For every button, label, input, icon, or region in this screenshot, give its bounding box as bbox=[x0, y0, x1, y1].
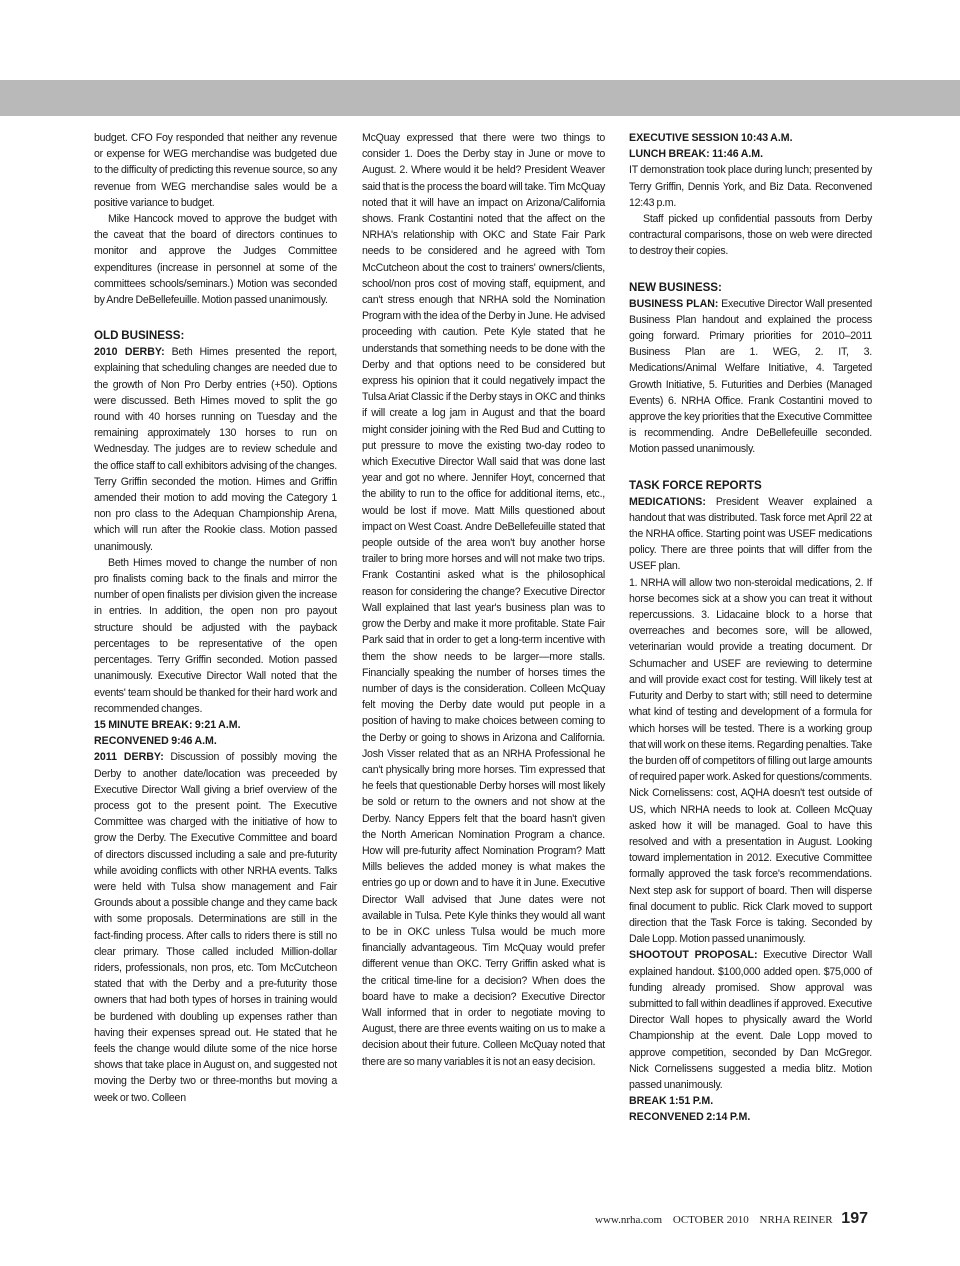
reconvened-time: RECONVENED 2:14 P.M. bbox=[629, 1111, 751, 1124]
paragraph bbox=[94, 344, 337, 555]
paragraph-text: President Weaver explained a handout that was distributed. Task force met April 22 at the NRHA office. Starting point was USEF medications policy. There are three points that will differ from the USEF plan. bbox=[629, 495, 872, 573]
paragraph bbox=[629, 494, 872, 575]
footer-website: www.nrha.com bbox=[595, 1214, 663, 1226]
paragraph: budget. CFO Foy responded that neither any revenue or expense for WEG merchandise was budgeted due to the difficulty of predicting this revenue source, so any revenue from WEG merchandise sales would be a positive variance to budget. bbox=[94, 132, 337, 209]
section-heading-task-force: TASK FORCE REPORTS bbox=[629, 478, 762, 492]
section-heading-new-business: NEW BUSINESS: bbox=[629, 280, 722, 294]
footer-publication: NRHA REINER bbox=[759, 1214, 833, 1226]
break-time: BREAK 1:51 P.M. bbox=[629, 1095, 714, 1108]
paragraph: Mike Hancock moved to approve the budget with the caveat that the board of directors continues to monitor and approve the Judges Committee expenditures (increase in personnel at some of the committees schools/seminars.) Motion was seconded by Andre DeBellefeuille. Motion passed unanimously. bbox=[94, 213, 337, 307]
paragraph: Beth Himes moved to change the number of non pro finalists coming back to the finals and mirror the number of open finalists per division given the increase in entries. In addition, the open non pro payout structure should be adjusted with the payback percentages to be representative of the open percentages. Terry Griffin seconded. Motion passed unanimously. Executive Director Wall noted that the events' team should be thanked for their hard work and recommended changes. bbox=[94, 556, 337, 715]
run-in-heading: 2010 DERBY: bbox=[94, 346, 165, 359]
paragraph: McQuay expressed that there were two things to consider 1. Does the Derby stay in June or move to August. 2. Where would it be held? President Weaver said that is the process the board will take. Tim McQuay noted that it will have an impact on Arizona/California shows. Frank Costantini noted that the affect on the NRHA's relationship with OKC and State Fair Park needs to be considered and he agreed with Tom McCutcheon about the cost to trainers' owners/clients, school/non pros cost of moving staff, equipment, and can't stress enough that NRHA sold the Nomination Program with the idea of the Derby in June. He advised proceeding with caution. Pete Kyle stated that he understands that something needs to be done with the Derby and that options need to be considered but express his opinion that it could negatively impact the Tulsa Ariat Classic if the Derby stays in OKC and thinks if will create a log jam in August and that the board might consider joining with the Red Bud and Cutting to put pressure to move the existing two-day rodeo to which Executive Director Wall said that was done last year and got no where. Jennifer Hoyt, concerned that the ability to run to the office for additional items, etc., would be lost if move. Matt Mills questioned about impact on West Coast. Andre DeBellefeuille stated that people outside of the area won't buy another horse trailer to bring more horses and will not make two trips. Frank Costantini asked what is the philosophical reason for considering the change? Executive Director Wall explained that last year's business plan was to grow the Derby and make it more profitable. State Fair Park said that in order to get a long-term incentive with them the show needs to be larger—more stalls. Financially speaking the number of horses times the number of days is the consideration. Colleen McQuay felt moving the Derby date would put people in a position of having to make choices between coming to the Derby or going to shows in Arizona and California. Josh Visser related that as an NRHA Professional he can't physically bring more horses. Tim expressed that he feels that questionable Derby horses will most likely be sold or return to the owners and not show at the Derby. Nancy Eppers felt that the board hasn't given the North American Nomination Program a chance. How will pre-futurity affect Nomination Program? Matt Mills believes the added money is what makes the entries go up or down and to have it in June. Executive Director Wall advised that June dates were not available in Tulsa. Pete Kyle thinks they would all want to be in OKC unless Tulsa would be much more financially advantageous. Tim McQuay would prefer different venue than OKC. Terry Griffin asked what is the critical time-line for a decision? When does the board have to make a decision? Executive Director Wall informed that in order to negotiate moving to August, there are three events waiting on us to make a decision about their future. Colleen McQuay noted that there are so many variables it is not an easy decision. bbox=[362, 132, 606, 1068]
paragraph: 1. NRHA will allow two non-steroidal medications, 2. If horse becomes sick at a show you can treat it without repercussions. 3. Lidacaine block to a horse that overreaches and becomes sore, will be allowed, veterinarian would provide a treating document. Dr Schumacher and USEF are reviewing to determine and will provide exact cost for testing. Will likely test at Futurity and Derby to start with; still need to determine what kind of testing and development of a formula for which horses will be tested. There is a working group that will work on these items. Regarding penalties. Take the burden off of competitors of filling out large amounts of required paper work. Asked for questions/comments. Nick Cornelissens: cost, AQHA doesn't test outside of US, which NRHA needs to look at. Colleen McQuay asked how it will be managed. Goal to have this resolved and with a presentation in August. Looking toward implementation in 2012. Executive Committee formally approved the task force's recommendations. Next step ask for support of board. Then will disperse final document to public. Rick Clark moved to support direction that the Task Force is taking. Seconded by Dale Lopp. Motion passed unanimously. bbox=[629, 576, 872, 946]
break-time: 15 MINUTE BREAK: 9:21 A.M. bbox=[94, 718, 241, 731]
text-column-2 bbox=[362, 130, 605, 1070]
paragraph-text: Executive Director Wall presented Business Plan handout and explained the process going forward. Primary priorities for 2010–2011 Business Plan are 1. WEG, 2. IT, 3. Medications/Animal Welfare Initiative, 4. Targeted Growth Initiative, 5. Futurities and Derbies (Managed Events) 6. NRHA Office. Frank Costantini moved to approve the key priorities that the Executive Committee is recommending. Andre DeBellefeuille seconded. Motion passed unanimously. bbox=[629, 297, 872, 456]
page-footer bbox=[595, 1210, 868, 1228]
footer-issue-date: OCTOBER 2010 bbox=[672, 1214, 749, 1226]
paragraph-text: Executive Director Wall explained handout. $100,000 added open. $75,000 of funding already promised. Show approval was submitted to fall within deadlines if approved. Executive Director Wall hopes to physically award the World Championship at the event. Dale Lopp moved to approve competition, seconded by Dan McGregor. Nick Cornelissens suggested a media blitz. Motion passed unanimously. bbox=[629, 949, 873, 1091]
run-in-heading: 2011 DERBY: bbox=[94, 751, 164, 764]
text-column-3 bbox=[629, 130, 872, 1126]
top-gray-band bbox=[0, 80, 960, 116]
run-in-heading: MEDICATIONS: bbox=[629, 495, 706, 508]
paragraph-text: Discussion of possibly moving the Derby to another date/location was preceeded by Executive Director Wall giving a brief overview of the process got to the present point. The Executive Committee was charged with the initiative of how to grow the Derby. The Executive Committee and board of directors discussed including a sale and pre-futurity while avoiding conflicts with other NRHA events. Talks were held with Tulsa show management and Fair Grounds about a possible change and they came back with some proposals. Determinations are still in the fact-finding process. After calls to riders there is still no clear primary. Those called included Million-dollar riders, professionals, non pros, etc. Tom McCutcheon stated that with the Derby and a pre-futurity those owners that had both types of horses in training would be burdened with doubling up expenses rather than having their expenses spread out. He stated that he feels the change would dilute some of the nice horse shows that take place in August on, and suggested not moving the Derby two or three-months but moving a week or two. Colleen bbox=[94, 751, 337, 1104]
section-heading-old-business: OLD BUSINESS: bbox=[94, 329, 185, 343]
page-number: 197 bbox=[841, 1210, 868, 1227]
paragraph bbox=[629, 947, 872, 1093]
paragraph bbox=[629, 296, 872, 458]
text-column-1 bbox=[94, 130, 337, 1106]
paragraph-text: Beth Himes presented the report, explaining that scheduling changes are needed due to the growth of Non Pro Derby entries (+50). Options were discussed. Beth Himes moved to split the go round with 40 horses running on Tuesday and the remaining approximately 130 horses to run on Wednesday. The judges are to review schedule and the office staff to call exhibitors advising of the changes. Terry Griffin seconded the motion. Himes and Griffin amended their motion to add moving the Category 1 non pro class to the Adequan Championship Arena, which will run after the Rookie class. Motion passed unanimously. bbox=[94, 346, 337, 553]
run-in-heading: BUSINESS PLAN: bbox=[629, 297, 719, 310]
lunch-break-time: LUNCH BREAK: 11:46 A.M. bbox=[629, 148, 764, 161]
paragraph: Staff picked up confidential passouts from Derby contractural comparisons, those on web were directed to destroy their copies. bbox=[629, 213, 872, 258]
run-in-heading: SHOOTOUT PROPOSAL: bbox=[629, 949, 758, 962]
executive-session-time: EXECUTIVE SESSION 10:43 A.M. bbox=[629, 132, 793, 144]
reconvened-time: RECONVENED 9:46 A.M. bbox=[94, 735, 217, 748]
paragraph bbox=[94, 749, 337, 1105]
paragraph: IT demonstration took place during lunch; presented by Terry Griffin, Dennis York, and Biz Data. Reconvened 12:43 p.m. bbox=[629, 164, 872, 209]
